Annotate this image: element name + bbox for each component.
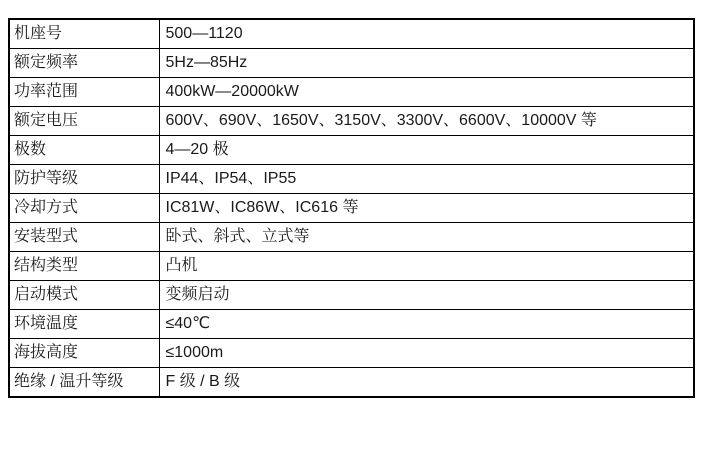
spec-value: 600V、690V、1650V、3150V、3300V、6600V、10000V 等 [159, 107, 694, 136]
spec-value: ≤1000m [159, 339, 694, 368]
table-row [9, 339, 694, 368]
spec-value: IC81W、IC86W、IC616 等 [159, 194, 694, 223]
spec-label: 绝缘 / 温升等级 [9, 368, 159, 398]
spec-value: ≤40℃ [159, 310, 694, 339]
spec-label: 极数 [9, 136, 159, 165]
table-row [9, 252, 694, 281]
spec-label: 额定频率 [9, 49, 159, 78]
spec-label: 防护等级 [9, 165, 159, 194]
table-row [9, 49, 694, 78]
spec-value: 4—20 极 [159, 136, 694, 165]
spec-label: 机座号 [9, 19, 159, 49]
spec-table-body [9, 19, 694, 397]
table-row [9, 136, 694, 165]
spec-value: 400kW—20000kW [159, 78, 694, 107]
table-row [9, 281, 694, 310]
table-row [9, 19, 694, 49]
spec-label: 额定电压 [9, 107, 159, 136]
table-row [9, 223, 694, 252]
table-row [9, 310, 694, 339]
table-row [9, 78, 694, 107]
table-row [9, 194, 694, 223]
spec-value: 凸机 [159, 252, 694, 281]
spec-label: 启动模式 [9, 281, 159, 310]
spec-value: F 级 / B 级 [159, 368, 694, 398]
spec-label: 冷却方式 [9, 194, 159, 223]
table-row [9, 165, 694, 194]
spec-value: 5Hz—85Hz [159, 49, 694, 78]
spec-table [8, 18, 695, 398]
spec-label: 环境温度 [9, 310, 159, 339]
table-row [9, 368, 694, 398]
spec-label: 海拔高度 [9, 339, 159, 368]
table-row [9, 107, 694, 136]
spec-label: 结构类型 [9, 252, 159, 281]
spec-value: 500—1120 [159, 19, 694, 49]
spec-value: IP44、IP54、IP55 [159, 165, 694, 194]
spec-label: 功率范围 [9, 78, 159, 107]
spec-value: 卧式、斜式、立式等 [159, 223, 694, 252]
spec-value: 变频启动 [159, 281, 694, 310]
spec-label: 安装型式 [9, 223, 159, 252]
